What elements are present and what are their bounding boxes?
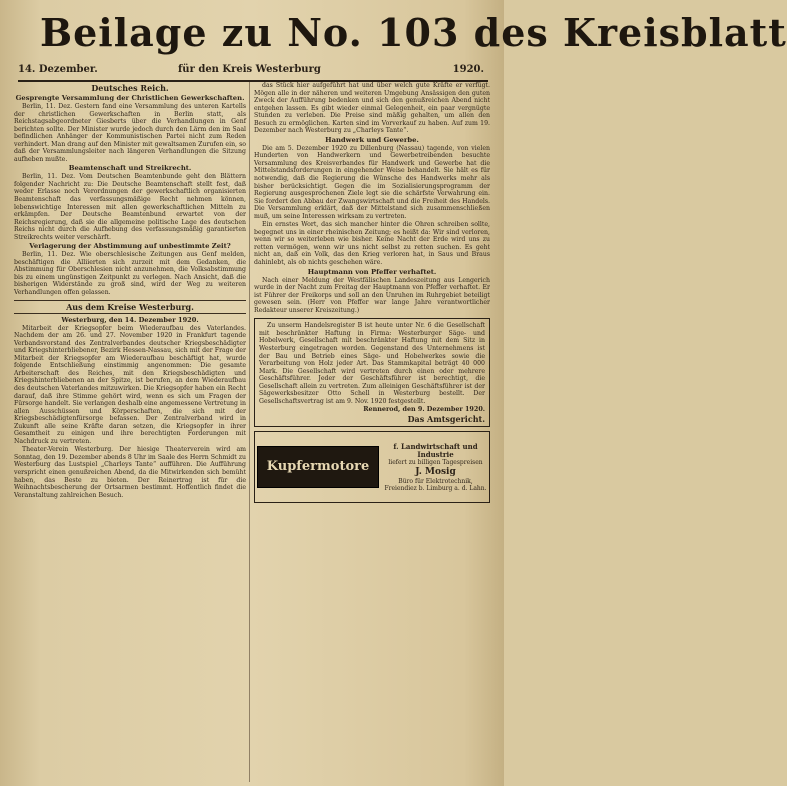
notice-place-date: Rennerod, den 9. Dezember 1920.	[363, 405, 485, 414]
article-paragraph: Ein ernstes Wort, das sich mancher hinter die Ohren schreiben sollte, begegnet uns in einer rheinischen Zeitung; es heißt da: Wir sind verloren, wenn wir so weiterleben wie bisher. Keine Nacht der Erde wird uns zu retten vermögen, wenn wir uns nicht selbst zu retten suchen. Es geht nicht an, daß ein Volk, das den Krieg verloren hat, in Saus und Braus dahinlebt, als ob nichts geschehen wäre.	[254, 221, 490, 267]
article-paragraph: Berlin, 11. Dez. Gestern fand eine Versammlung des unteren Kartells der christlichen Gewerkschaften in Berlin statt, als Reichstagsabgeordneter Giesberts über die Verhandlungen in Genf berichten sollte. Der Minister wurde jedoch durch den Lärm den im Saal befindlichen Anhänger der Kommunistischen Partei nicht zum Reden verhindert. Man drang auf den Minister mit gewaltsamen Zurufen ein, so daß der Versammlungsleiter nach längeren Verhandlungen die Sitzung aufheben mußte.	[14, 103, 246, 163]
column-divider	[249, 82, 250, 782]
article-heading: Hauptmann von Pfeffer verhaftet.	[307, 267, 437, 276]
ad-line: f. Landwirtschaft und Industrie	[393, 441, 478, 459]
notice-court: Das Amtsgericht.	[407, 413, 485, 424]
issue-year: 1920.	[452, 64, 484, 75]
article-heading: Gesprengte Versammlung der Christlichen Gewerkschaften.	[15, 94, 245, 102]
article-heading: Beamtenschaft und Streikrecht.	[68, 164, 192, 173]
article-paragraph: Theater-Verein Westerburg. Der hiesige Theaterverein wird am Sonntag, den 19. Dezember abends 8 Uhr im Saale des Herrn Schmidt zu Westerburg das Lustspiel „Charleys Tante“ aufführen. Die Aufführung verspricht einen genußreichen Abend, da die Mitwirkenden sich bemüht haben, das Beste zu bieten. Der Reinertrag ist für die Weihnachtsbescherung der Ortsarmen bestimmt. Hoffentlich findet die Veranstaltung zahlreichen Besuch.	[14, 446, 246, 499]
article-paragraph: das Stück hier aufgeführt hat und über welch gute Kräfte er verfügt. Mögen alle in der näheren und weiteren Umgebung Ansässigen den guten Zweck der Aufführung bedenken und sich den genußreichen Abend nicht entgehen lassen. Es gibt wieder einmal Gelegenheit, ein paar vergnügte Stunden zu verleben. Die Preise sind mäßig gehalten, um allen den Besuch zu ermöglichen. Karten sind im Vorverkauf zu haben. Auf zum 19. Dezember nach Westerburg zu „Charleys Tante“.	[254, 82, 490, 135]
article-paragraph: Mitarbeit der Kriegsopfer beim Wiederaufbau des Vaterlandes. Nachdem der am 26. und 27. November 1920 in Frankfurt tagende Verbandsvorstand des Zentralverbandes deutscher Kriegsbeschädigter und Kriegshinterbliebener, Bezirk Hessen-Nassau, sich mit der Frage der Mitarbeit der Kriegsopfer am Wiederaufbau beschäftigt hat, wurde folgende Entschließung einstimmig angenommen: Die gesamte Arbeiterschaft des Reiches, mit den Kriegsbeschädigten und Kriegshinterbliebenen an der Spitze, ist berufen, an dem Wiederaufbau des deutschen Vaterlandes mitzuwirken. Die Kriegsopfer haben ein Recht darauf, daß ihre Stimme gehört wird, wenn es sich um Fragen der Fürsorge handelt. Sie verlangen deshalb eine angemessene Vertretung in allen Ausschüssen und Körperschaften, die sich mit der Kriegsbeschädigtenfürsorge befassen. Der Zentralverband wird in Zukunft alle seine Kräfte daran setzen, die Kriegsopfer in ihrer Gesamtheit zu einigen und ihre berechtigten Forderungen mit Nachdruck zu vertreten.	[14, 324, 246, 445]
ad-company: J. Mosig	[415, 466, 456, 477]
ad-text	[379, 443, 487, 492]
left-column	[14, 82, 246, 782]
notice-text: Zu unserm Handelsregister B ist heute unter Nr. 6 die Gesellschaft mit beschränkter Haftung in Firma: Westerburger Säge- und Hobelwerk, Gesellschaft mit beschränkter Haftung mit dem Sitz in Westerburg eingetragen worden. Gegenstand des Unternehmens ist der Bau und Betrieb eines Säge- und Hobelwerkes sowie die Verarbeitung von Holz jeder Art. Das Stammkapital beträgt 40 000 Mark. Die Gesellschaft wird vertreten durch einen oder mehrere Geschäftsführer. Jeder der Geschäftsführer ist berechtigt, die Gesellschaft allein zu vertreten. Zum alleinigen Geschäftsführer ist der Sägewerksbesitzer Otto Schell in Westerburg bestellt. Der Gesellschaftsvertrag ist am 9. Nov. 1920 festgestellt.	[259, 322, 485, 405]
advertisement-kupfermotore	[254, 431, 490, 503]
right-column	[254, 82, 490, 782]
issue-date: 14. Dezember.	[18, 64, 98, 75]
article-paragraph: Nach einer Meldung der Westfälischen Landeszeitung aus Lengerich wurde in der Nacht zum Freitag der Hauptmann von Pfeffer verhaftet. Er ist Führer der Freikorps und soll an den Unruhen im Ruhrgebiet beteiligt gewesen sein. (Herr von Pfeffer war lange Jahre verantwortlicher Redakteur unserer Kreiszeitung.)	[254, 276, 490, 314]
ad-address: Freiendiez b. Limburg a. d. Lahn.	[384, 484, 487, 492]
article-paragraph: Die am 5. Dezember 1920 zu Dillenburg (Nassau) tagende, von vielen Hunderten von Handwerkern und Gewerbetreibenden besuchte Versammlung des Kreisverbandes für Handwerk und Gewerbe hat die Mittelstandsforderungen in eingehender Weise behandelt. Sie hält es für notwendig, daß die Regierung die Wünsche des Handwerks mehr als bisher berücksichtigt. Gegen die im Sozialisierungsprogramm der Regierung ausgesprochenen Ziele legt sie die schärfste Verwahrung ein. Sie fordert den Abbau der Zwangswirtschaft und die Freiheit des Handels. Die Versammlung erklärt, daß der Mittelstand sich zusammenschließen muß, um seine Interessen wirksam zu vertreten.	[254, 144, 490, 220]
local-dateline: Westerburg, den 14. Dezember 1920.	[61, 315, 199, 324]
ad-motor-banner: Kupfermotore	[257, 446, 379, 488]
ad-line: Büro für Elektrotechnik,	[398, 477, 473, 485]
region-line: für den Kreis Westerburg	[178, 64, 321, 75]
ad-line: liefert zu billigen Tagespreisen	[388, 458, 483, 466]
article-heading: Verlagerung der Abstimmung auf unbestimmte Zeit?	[29, 242, 231, 251]
register-notice	[254, 318, 490, 427]
masthead-title: Beilage zu No. 103 des Kreisblatt	[40, 10, 787, 55]
article-paragraph: Berlin, 11. Dez. Vom Deutschen Beamtenbunde geht den Blättern folgender Nachricht zu: Die Deutsche Beamtenschaft stellt fest, daß weder Erlasse noch Verordnungen der gewerkschaftlich organisierten Beamtenschaft das verfassungsmäßige Recht nehmen können, lebenswichtige Interessen mit allen gewerkschaftlichen Mitteln zu erkämpfen. Der Deutsche Beamtenbund erwartet von der Reichsregierung, daß sie die allgemeine politische Lage des deutschen Reichs nicht durch die Aufhebung des verfassungsmäßig garantierten Streikrechts weiter verschärft.	[14, 173, 246, 241]
section-heading-kreis: Aus dem Kreise Westerburg.	[14, 300, 246, 314]
section-heading-reich: Deutsches Reich.	[91, 83, 169, 93]
article-paragraph: Berlin, 11. Dez. Wie oberschlesische Zeitungen aus Genf melden, beschäftigen die Alliierten sich zurzeit mit dem Gedanken, die Abstimmung für Oberschlesien nicht anzunehmen, die Volksabstimmung bis zu einem ungünstigen Zeitpunkt zu verlegen. Nach Ansicht, daß die bisherigen Widerstände zu groß sind, wird der Weg zu weiteren Verhandlungen offen gelassen.	[14, 251, 246, 297]
dateline	[18, 64, 488, 82]
article-heading: Handwerk und Gewerbe.	[325, 135, 419, 144]
